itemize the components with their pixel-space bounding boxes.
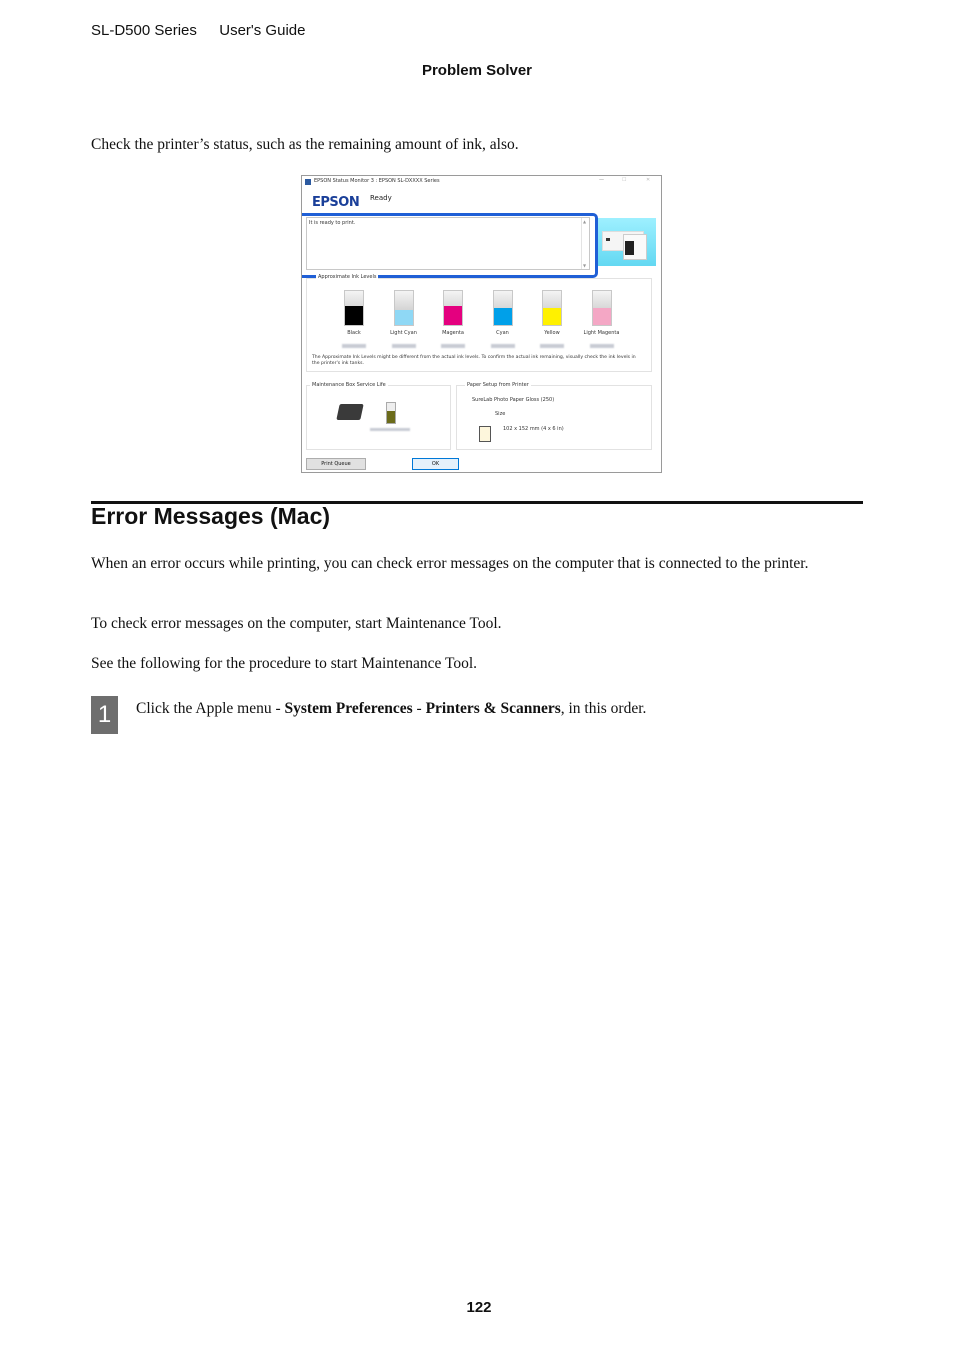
ink-note: The Approximate Ink Levels might be different from the actual ink levels. To confirm the actual ink remaining, visually check the ink levels in the printer's ink tanks.: [312, 355, 636, 366]
ink-tank: [493, 290, 513, 326]
size-label: Size: [495, 411, 506, 417]
ink-label: Yellow: [544, 330, 560, 336]
minimize-icon[interactable]: —: [599, 177, 604, 183]
ink-fill: [395, 310, 413, 325]
step-text: [136, 699, 646, 719]
step-bold-printers-scanners: Printers & Scanners: [425, 700, 561, 717]
ink-tank: [344, 290, 364, 326]
printer-image: [598, 218, 656, 266]
ink-group-title: Approximate Ink Levels: [318, 274, 377, 280]
paper-name: SureLab Photo Paper Gloss (250): [472, 397, 555, 403]
ink-tank: [394, 290, 414, 326]
ink-code-blur: [392, 344, 416, 348]
window-title: EPSON Status Monitor 3 : EPSON SL-DXXXX Series: [314, 178, 440, 184]
ink-fill: [543, 308, 561, 325]
ink-code-blur: [491, 344, 515, 348]
intro-paragraph: Check the printer’s status, such as the remaining amount of ink, also.: [91, 136, 519, 153]
section-title: Error Messages (Mac): [91, 503, 331, 529]
maximize-icon[interactable]: ☐: [622, 177, 627, 183]
ink-code-blur: [342, 344, 366, 348]
step-text-part: Click the Apple menu -: [136, 700, 285, 717]
ink-code-blur: [590, 344, 614, 348]
ink-label: Black: [347, 330, 361, 336]
message-box: [306, 217, 590, 270]
message-scrollbar[interactable]: ▲ ▼: [581, 218, 589, 269]
paragraph-1: When an error occurs while printing, you can check error messages on the computer that is connected to the printer.: [91, 555, 809, 572]
guide-name: User's Guide: [219, 22, 306, 39]
size-value: 102 x 152 mm (4 x 6 in): [503, 426, 564, 432]
section-header: Problem Solver: [421, 62, 533, 79]
running-header: [91, 22, 305, 39]
ink-label: Light Magenta: [583, 330, 620, 336]
paragraph-3: See the following for the procedure to start Maintenance Tool.: [91, 655, 478, 672]
ink-fill: [593, 308, 611, 325]
epson-logo: EPSON: [312, 195, 360, 210]
paper-icon: [479, 426, 491, 442]
message-text: It is ready to print.: [309, 220, 356, 226]
ink-fill: [345, 306, 363, 325]
step-number-badge: 1: [91, 696, 118, 734]
page-number: 122: [466, 1299, 492, 1316]
step-text-part: -: [412, 700, 426, 717]
close-icon[interactable]: ✕: [646, 177, 651, 183]
maintenance-blur: [370, 428, 410, 431]
ink-fill: [494, 308, 512, 325]
step-text-part: , in this order.: [560, 700, 647, 717]
ink-label: Cyan: [496, 330, 509, 336]
maintenance-title: Maintenance Box Service Life: [312, 382, 386, 388]
ink-label: Light Cyan: [390, 330, 417, 336]
paragraph-2: To check error messages on the computer, start Maintenance Tool.: [91, 615, 502, 632]
ink-fill: [444, 306, 462, 325]
maintenance-group: [306, 385, 451, 450]
paper-setup-title: Paper Setup from Printer: [467, 382, 529, 388]
status-monitor-screenshot: [301, 175, 662, 473]
print-queue-button[interactable]: Print Queue: [306, 458, 366, 470]
ink-label: Magenta: [442, 330, 464, 336]
step-bold-system-preferences: System Preferences: [284, 700, 413, 717]
ok-button[interactable]: OK: [412, 458, 459, 470]
ink-code-blur: [540, 344, 564, 348]
maintenance-box-icon: [336, 404, 363, 420]
app-icon: [305, 179, 311, 185]
ink-tank: [542, 290, 562, 326]
ink-code-blur: [441, 344, 465, 348]
ink-tank: [443, 290, 463, 326]
status-text: Ready: [370, 194, 392, 202]
maintenance-level-gauge: [386, 402, 396, 424]
ink-tank: [592, 290, 612, 326]
product-name: SL-D500 Series: [91, 22, 197, 39]
